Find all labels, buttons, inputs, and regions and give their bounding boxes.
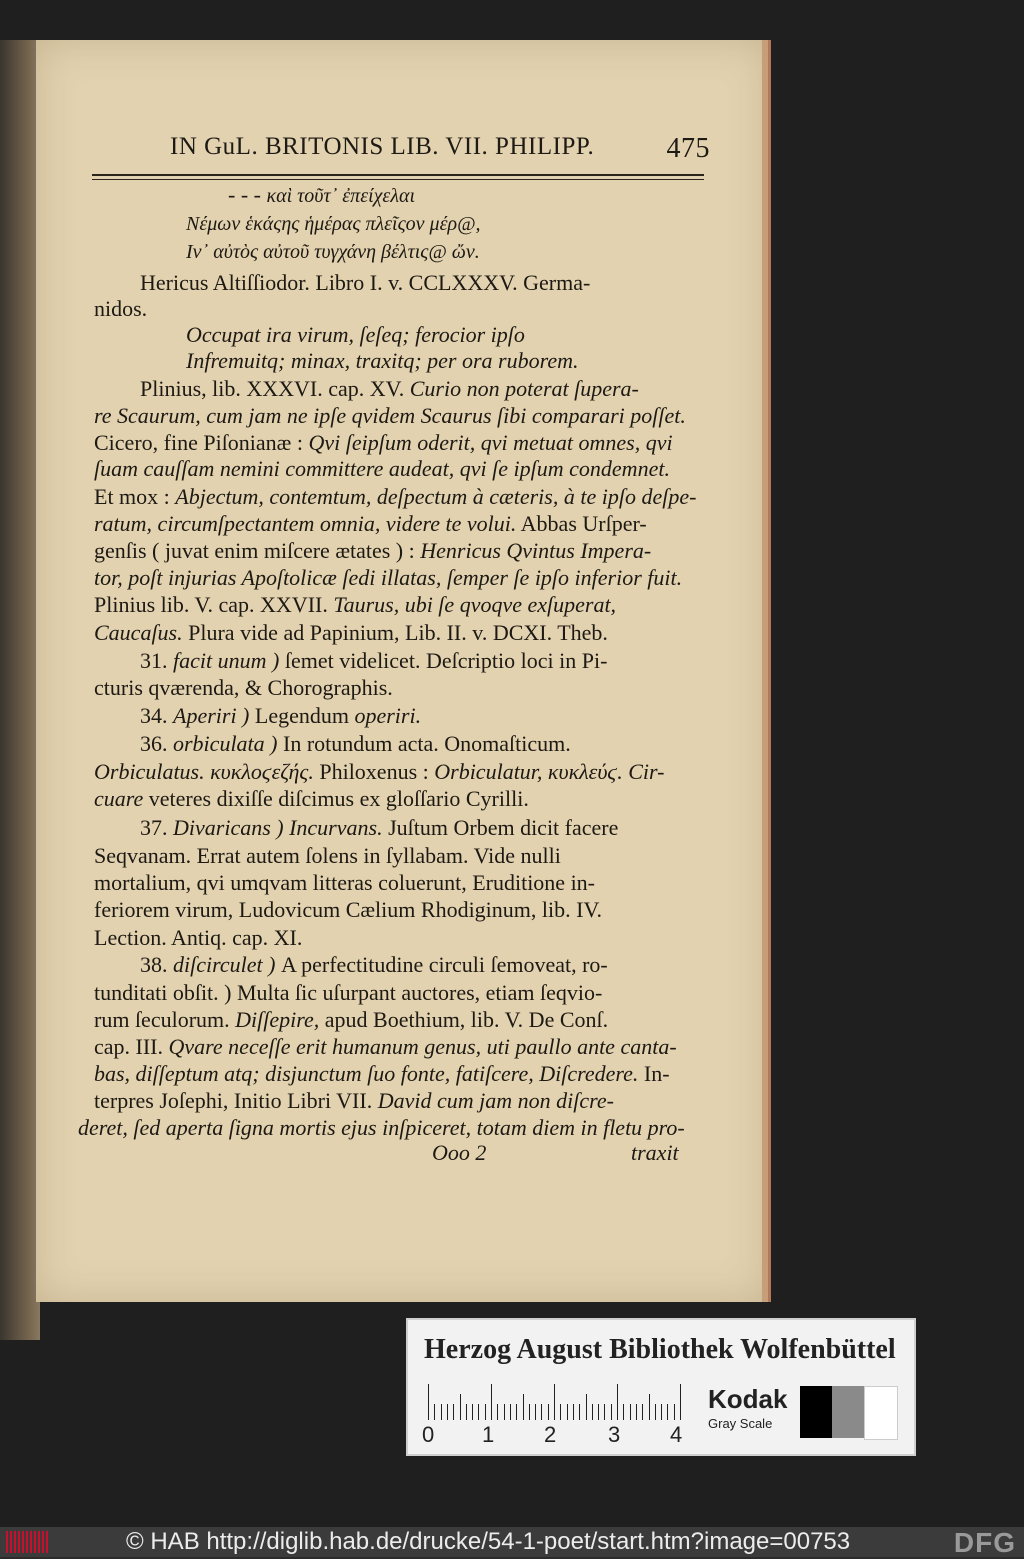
roman-text: In-: [638, 1061, 670, 1086]
italic-text: Aperiri ): [173, 703, 255, 728]
text-line: [140, 815, 618, 841]
gray-scale-label: Gray Scale: [708, 1416, 773, 1431]
signature-mark: Ooo 2: [432, 1140, 487, 1165]
text-line: [94, 456, 670, 482]
ruler-tick: [472, 1404, 473, 1420]
ruler-tick: [661, 1404, 662, 1420]
dfg-logo: DFG: [953, 1527, 1016, 1558]
italic-text: Qvi ſeipſum oderit, qvi metuat omnes, qvi: [308, 430, 673, 455]
roman-text: nidos.: [94, 296, 148, 321]
roman-text: feriorem virum, Ludovicum Cælium Rhodiginum, lib. IV.: [94, 897, 603, 922]
copyright-url[interactable]: © HAB http://diglib.hab.de/drucke/54-1-poet/start.htm?image=00753: [126, 1528, 851, 1555]
roman-text: tunditati obſit. ) Multa ſic uſurpant auctores, etiam ſeqvio-: [94, 980, 603, 1005]
ruler-tick: [541, 1404, 542, 1420]
greek-text: Ιν᾽ αὐτὸς αὐτοῦ τυγχάνη βέλτις@ ὤν.: [186, 241, 480, 263]
text-line: [94, 592, 616, 618]
ruler-tick: [655, 1404, 656, 1420]
italic-text: Infremuitq; minax, traxitq; per ora ruborem.: [186, 348, 579, 373]
greek-text: καὶ τοῦτ᾽ ἐπείχελαι: [266, 185, 416, 207]
page-number: 475: [666, 133, 710, 164]
ruler-tick: [560, 1404, 561, 1420]
text-line: [94, 620, 608, 646]
gray-swatch: [800, 1386, 832, 1438]
italic-text: Orbiculatur, κυκλεύϛ. Cir-: [434, 759, 665, 784]
roman-text: Juſtum Orbem dicit facere: [382, 815, 619, 840]
italic-text: diſcirculet ): [173, 952, 281, 977]
roman-text: Et mox :: [94, 484, 176, 509]
roman-text: Plura vide ad Papinium, Lib. II. v. DCXI. Theb.: [182, 620, 608, 645]
roman-text: Legendum: [254, 703, 355, 728]
ruler-tick: [441, 1404, 442, 1420]
ruler-tick: [623, 1404, 624, 1420]
roman-text: apud Boethium, lib. V. De Conſ.: [319, 1007, 609, 1032]
italic-text: tor, poſt injurias Apoſtolicæ ſedi illatas, ſemper ſe ipſo inferior fuit.: [94, 565, 683, 590]
ruler-tick: [604, 1404, 605, 1420]
roman-text: cturis qværenda, & Chorographis.: [94, 675, 393, 700]
ruler-number: 2: [544, 1422, 557, 1447]
ruler-tick: [523, 1394, 524, 1420]
roman-text: Seqvanam. Errat autem ſolens in ſyllabam. Vide nulli: [94, 843, 561, 868]
gray-swatch: [832, 1386, 864, 1438]
ruler-tick: [667, 1404, 668, 1420]
roman-text: 31.: [140, 648, 173, 673]
greek-text: Νέμων ἑκάςης ἡμέρας πλεῖςον μέρ@,: [186, 213, 481, 235]
text-line: [140, 270, 590, 296]
italic-text: deret, ſed aperta ſigna mortis ejus inſpiceret, totam diem in fletu pro-: [78, 1115, 685, 1140]
footer-bar: [0, 1527, 1024, 1557]
color-calibration-target: [406, 1318, 916, 1456]
ruler-number: 0: [422, 1422, 435, 1447]
catchword: traxit: [631, 1140, 679, 1165]
italic-text: Diſſepire,: [235, 1007, 320, 1032]
italic-text: Abjectum, contemtum, deſpectum à cæteris, à te ipſo deſpe-: [175, 484, 697, 509]
italic-text: operiri.: [354, 703, 422, 728]
ruler-tick: [592, 1404, 593, 1420]
header-rule: [92, 174, 704, 176]
ruler-tick: [535, 1404, 536, 1420]
text-line: [186, 322, 525, 348]
ruler-tick: [516, 1404, 517, 1420]
ruler-number: 1: [482, 1422, 495, 1447]
roman-text: cap. III.: [94, 1034, 169, 1059]
roman-text: - - -: [228, 182, 267, 207]
ruler-tick: [447, 1404, 448, 1420]
ruler-tick: [598, 1404, 599, 1420]
text-line: [78, 1115, 685, 1141]
italic-text: Qvare neceſſe erit humanum genus, uti paullo ante canta-: [168, 1034, 677, 1059]
text-line: [94, 897, 602, 923]
italic-text: David cum jam non diſcre-: [377, 1088, 614, 1113]
gray-swatch: [864, 1386, 898, 1440]
text-line: [94, 296, 147, 322]
roman-text: 38.: [140, 952, 173, 977]
roman-text: terpres Joſephi, Initio Libri VII.: [94, 1088, 378, 1113]
text-line: [94, 925, 302, 951]
ruler-tick: [485, 1404, 486, 1420]
library-name: Herzog August Bibliothek Wolfenbüttel: [424, 1334, 896, 1365]
text-line: [94, 403, 686, 429]
roman-text: genſis ( juvat enim miſcere ætates ) :: [94, 538, 421, 563]
ruler-tick: [586, 1394, 587, 1420]
roman-text: ſemet videlicet. Deſcriptio loci in Pi-: [284, 648, 608, 673]
text-line: [94, 786, 529, 812]
ruler-tick: [504, 1404, 505, 1420]
ruler-tick: [636, 1404, 637, 1420]
roman-text: Hericus Altiſſiodor. Libro I. v. CCLXXXV. Germa-: [140, 270, 591, 295]
text-line: [140, 376, 639, 402]
ruler-number: 4: [670, 1422, 683, 1447]
header-rule-thin: [92, 179, 704, 180]
italic-text: Curio non poterat ſupera-: [409, 376, 639, 401]
ruler-tick: [428, 1384, 429, 1420]
italic-text: Occupat ira virum, ſeſeq; ferocior ipſo: [186, 322, 525, 347]
roman-text: Cicero, fine Piſonianæ :: [94, 430, 309, 455]
ruler-tick: [674, 1404, 675, 1420]
ruler-tick: [579, 1404, 580, 1420]
text-line: [186, 238, 480, 265]
roman-text: Plinius lib. V. cap. XXVII.: [94, 592, 334, 617]
roman-text: 34.: [140, 703, 173, 728]
text-line: [140, 648, 607, 674]
ruler-tick: [460, 1394, 461, 1420]
ruler-tick: [630, 1404, 631, 1420]
text-line: [186, 348, 579, 374]
ruler-tick: [497, 1404, 498, 1420]
text-line: [94, 538, 651, 564]
text-line: [140, 703, 421, 729]
roman-text: Lection. Antiq. cap. XI.: [94, 925, 303, 950]
ruler-tick: [649, 1394, 650, 1420]
text-line: [94, 511, 647, 537]
ruler-tick: [617, 1384, 618, 1420]
kodak-logo: Kodak: [708, 1384, 788, 1414]
italic-text: Taurus, ubi ſe qvoqve exſuperat,: [333, 592, 617, 617]
ruler-tick: [434, 1404, 435, 1420]
roman-text: mortalium, qvi umqvam litteras coluerunt, Eruditione in-: [94, 870, 596, 895]
ruler-tick: [466, 1404, 467, 1420]
scale-ruler: [428, 1384, 688, 1420]
italic-text: ratum, circumſpectantem omnia, videre te volui.: [94, 511, 517, 536]
roman-text: Abbas Urſper-: [516, 511, 647, 536]
text-line: [94, 980, 602, 1006]
italic-text: orbiculata ): [173, 731, 283, 756]
text-line: [94, 1007, 608, 1033]
italic-text: Orbiculatus. κυκλοϛεζής.: [94, 759, 314, 784]
text-line: [94, 675, 393, 701]
roman-text: 37.: [140, 815, 173, 840]
text-line: [94, 1088, 614, 1114]
ruler-number: 3: [608, 1422, 621, 1447]
text-line: [94, 870, 595, 896]
roman-text: In rotundum acta. Onomaſticum.: [283, 731, 571, 756]
ruler-tick: [478, 1404, 479, 1420]
ruler-tick: [453, 1404, 454, 1420]
running-title: IN GuL. BRITONIS LIB. VII. PHILIPP.: [170, 133, 595, 160]
text-line: [94, 430, 673, 456]
text-line: [94, 1061, 670, 1087]
ruler-tick: [529, 1404, 530, 1420]
ruler-tick: [554, 1384, 555, 1420]
gray-swatches: [800, 1386, 898, 1438]
roman-text: Plinius, lib. XXXVI. cap. XV.: [140, 376, 410, 401]
text-line: [228, 182, 415, 209]
ruler-tick: [680, 1384, 681, 1420]
book-page-edges: [0, 40, 40, 1340]
text-line: [94, 843, 561, 869]
text-line: [94, 1034, 677, 1060]
text-line: [94, 759, 664, 785]
roman-text: A perfectitudine circuli ſemoveat, ro-: [280, 952, 608, 977]
ruler-tick: [642, 1404, 643, 1420]
roman-text: veteres dixiſſe diſcimus ex gloſſario Cyrilli.: [143, 786, 529, 811]
text-line: [94, 484, 696, 510]
roman-text: 36.: [140, 731, 173, 756]
italic-text: bas, diſſeptum atq; disjunctum ſuo fonte, fatiſcere, Diſcredere.: [94, 1061, 639, 1086]
ruler-tick: [510, 1404, 511, 1420]
barcode-icon: [6, 1531, 48, 1553]
italic-text: ſuam cauſſam nemini committere audeat, qvi ſe ipſum condemnet.: [94, 456, 670, 481]
italic-text: re Scaurum, cum jam ne ipſe qvidem Scaurus ſibi comparari poſſet.: [94, 403, 686, 428]
ruler-tick: [548, 1404, 549, 1420]
ruler-tick: [611, 1404, 612, 1420]
italic-text: Divaricans ) Incurvans.: [173, 815, 383, 840]
italic-text: cuare: [94, 786, 144, 811]
text-line: [140, 731, 571, 757]
text-line: [94, 565, 682, 591]
ruler-tick: [491, 1384, 492, 1420]
text-line: [140, 952, 608, 978]
roman-text: rum ſeculorum.: [94, 1007, 236, 1032]
ruler-tick: [573, 1404, 574, 1420]
italic-text: facit unum ): [173, 648, 285, 673]
text-line: [186, 210, 480, 237]
running-header: [170, 133, 710, 173]
roman-text: Philoxenus :: [313, 759, 435, 784]
ruler-tick: [567, 1404, 568, 1420]
italic-text: Henricus Qvintus Impera-: [420, 538, 652, 563]
italic-text: Caucaſus.: [94, 620, 183, 645]
